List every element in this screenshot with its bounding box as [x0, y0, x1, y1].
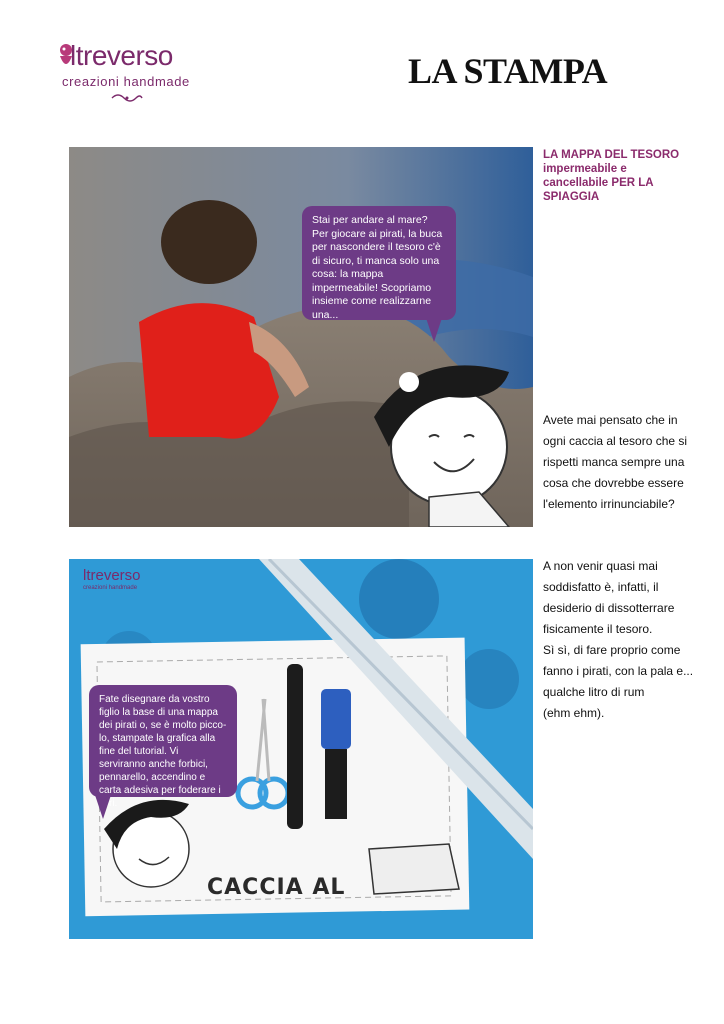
- paragraph-text: Sì sì, di fare proprio come fanno i pirati, con la pala e... qualche litro di rum: [543, 643, 694, 699]
- paragraph-text: A non venir quasi mai soddisfatto è, infatti, il desiderio di dissotterrare fisicamente il tesoro.: [543, 559, 675, 636]
- instructions-bubble-text: Fate disegnare da vostro figlio la base di una mappa dei pirati o, se è molto picco-lo, stampate la grafica alla fine del tutorial. Vi serviranno anche forbici, pennarello, accendino e carta adesiva per foderare i libri.: [99, 694, 227, 809]
- speech-bubble-tail: [95, 795, 111, 819]
- photo-logo-wordmark: ltreverso: [83, 567, 141, 584]
- photo-logo: [83, 567, 153, 592]
- speech-bubble-tail: [426, 318, 442, 342]
- article-title: LA MAPPA DEL TESORO impermeabile e cancellabile PER LA SPIAGGIA: [543, 149, 680, 203]
- logo-tagline: creazioni handmade: [62, 74, 190, 89]
- instructions-speech-bubble: [89, 685, 237, 809]
- speech-bubble-text: Stai per andare al mare? Per giocare ai pirati, la buca per nascondere il tesoro c'è di sicuro, ti manca solo una cosa: la mappa impermeabile! Scopriamo insieme come realizzarne una...: [312, 214, 443, 321]
- map-heading: CACCIA AL: [207, 875, 346, 900]
- newspaper-masthead: LA STAMPA: [408, 51, 608, 91]
- paragraph-text: Avete mai pensato che in ogni caccia al tesoro che si rispetti manca sempre una cosa che dovrebbe essere l'elemento irrinunciabile?: [543, 413, 688, 511]
- logo-wordmark: ltreverso: [70, 40, 173, 71]
- article-paragraph-2: [543, 556, 703, 724]
- paragraph-text: (ehm ehm).: [543, 706, 605, 720]
- speech-bubble: [302, 206, 456, 320]
- article-paragraph-1: [543, 410, 703, 515]
- flourish-icon: [110, 92, 144, 104]
- beach-scene-illustration: [69, 147, 533, 527]
- brand-logo: [56, 40, 196, 106]
- materials-photo: [69, 559, 533, 939]
- beach-photo: [69, 147, 533, 527]
- photo-logo-tagline: creazioni handmade: [83, 585, 138, 591]
